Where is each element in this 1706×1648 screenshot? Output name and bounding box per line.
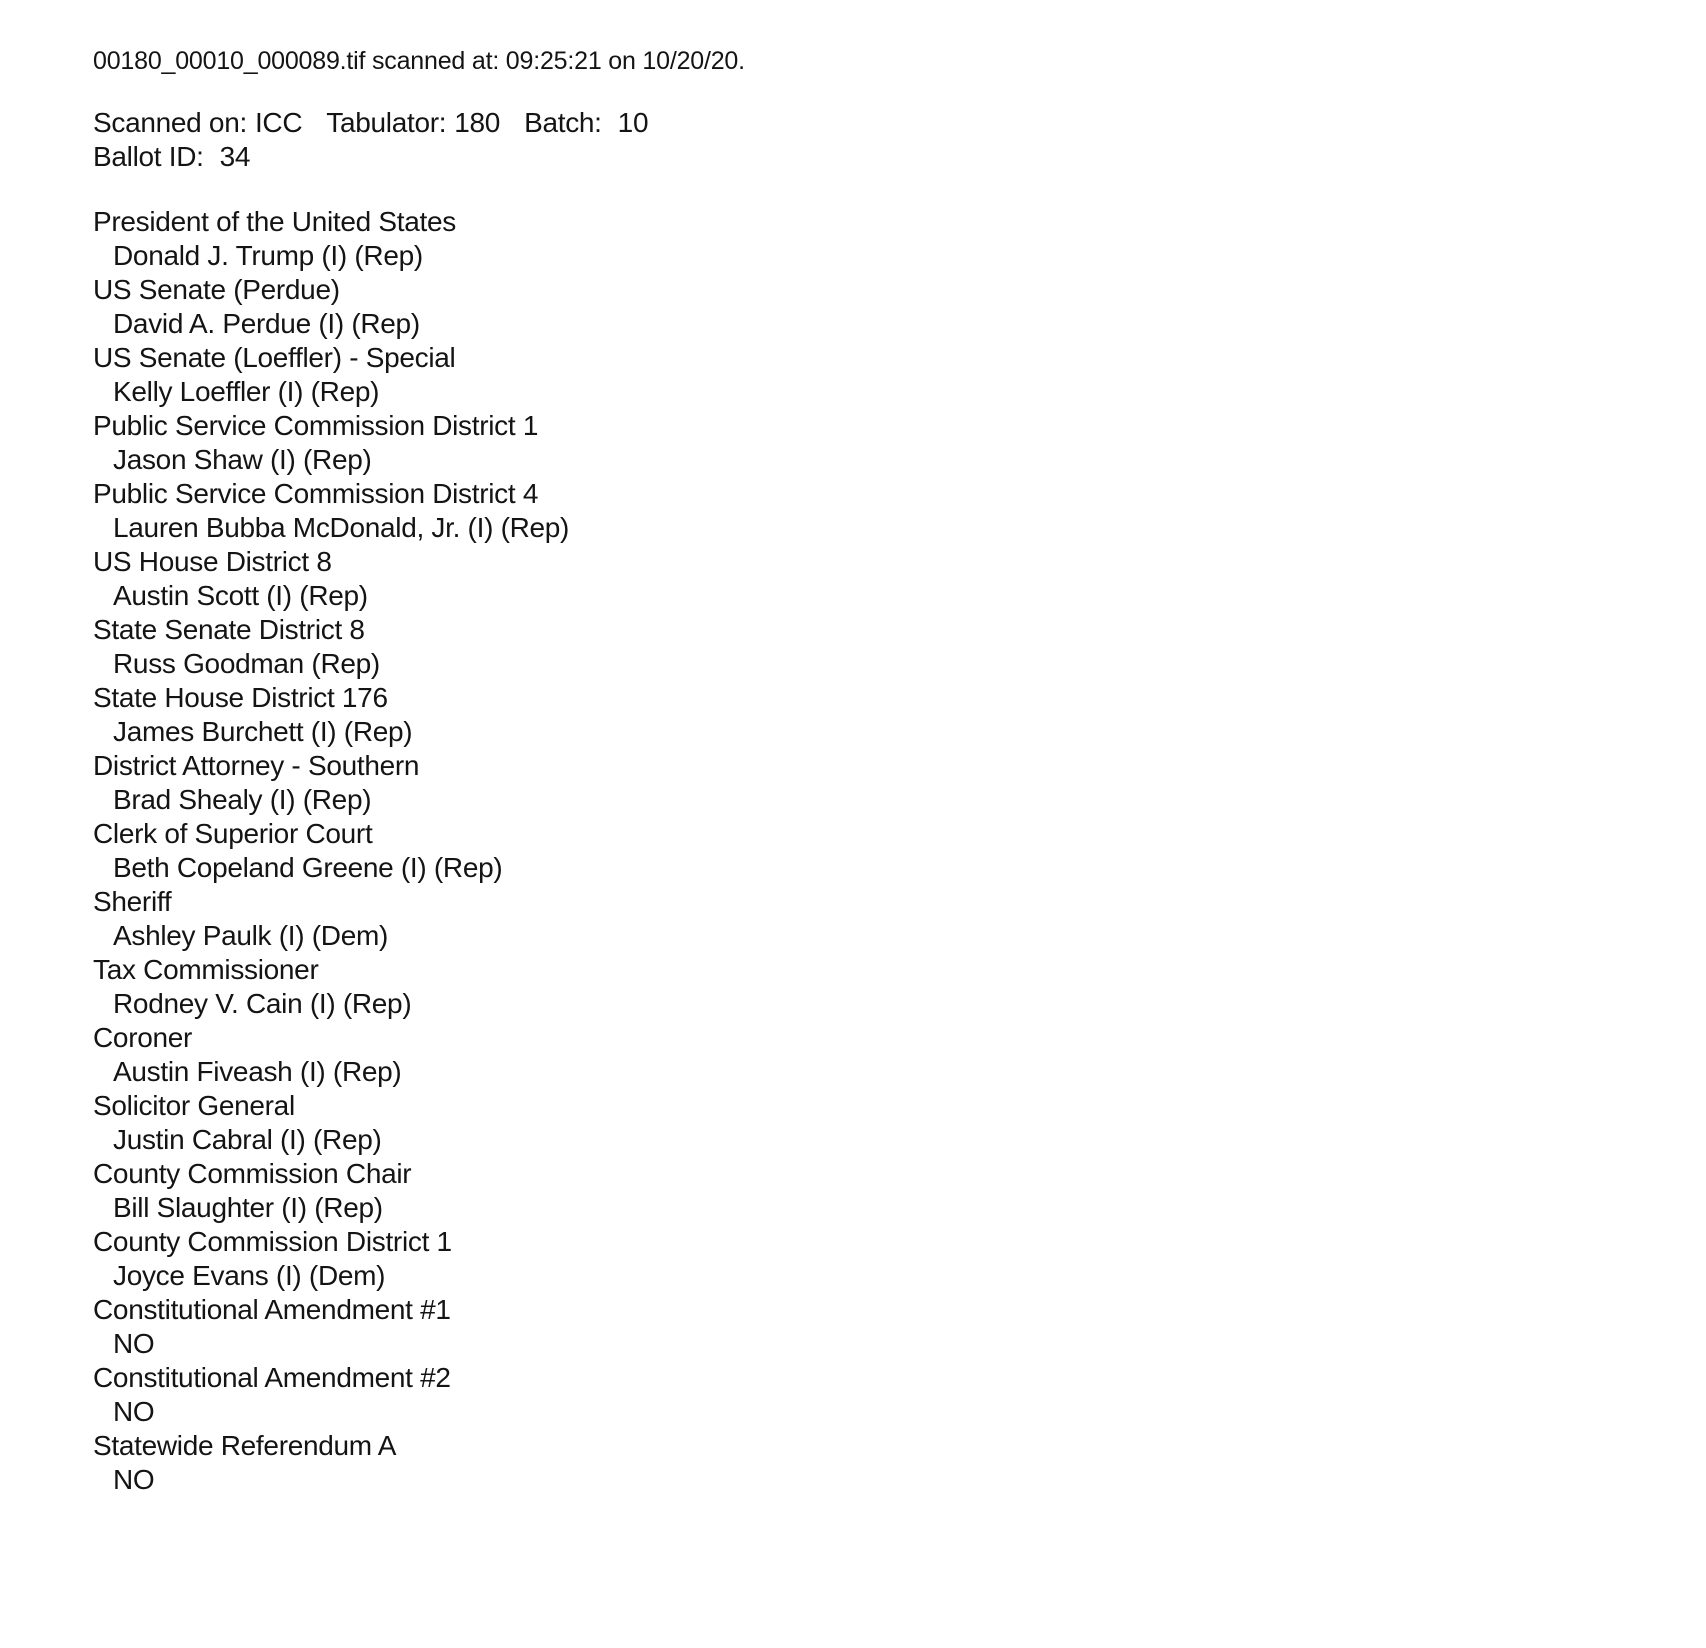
- contest-selection: Bill Slaughter (I) (Rep): [113, 1192, 383, 1223]
- contest-selection: Beth Copeland Greene (I) (Rep): [113, 852, 503, 883]
- scan-info-line: [93, 106, 648, 140]
- contest-title: US House District 8: [93, 546, 332, 577]
- contest-selection: Austin Fiveash (I) (Rep): [113, 1056, 402, 1087]
- contest-selection: James Burchett (I) (Rep): [113, 716, 413, 747]
- contest-title: Public Service Commission District 1: [93, 410, 539, 441]
- contest-selection: Brad Shealy (I) (Rep): [113, 784, 372, 815]
- contest-title: State House District 176: [93, 682, 388, 713]
- contest-title: Tax Commissioner: [93, 954, 319, 985]
- contest-selection: Donald J. Trump (I) (Rep): [113, 240, 423, 271]
- ballot-id-line: [93, 140, 648, 174]
- contest-title: County Commission Chair: [93, 1158, 412, 1189]
- contest-selection: NO: [113, 1464, 155, 1495]
- contest-title: State Senate District 8: [93, 614, 365, 645]
- contest-selection: Joyce Evans (I) (Dem): [113, 1260, 386, 1291]
- contest-title: Constitutional Amendment #2: [93, 1362, 451, 1393]
- contest-selection: Jason Shaw (I) (Rep): [113, 444, 372, 475]
- contest-list: [93, 205, 569, 1497]
- tabulator-label: Tabulator:: [326, 107, 447, 138]
- batch-label: Batch:: [524, 107, 602, 138]
- contest-title: County Commission District 1: [93, 1226, 452, 1257]
- contest-selection: Russ Goodman (Rep): [113, 648, 380, 679]
- batch-value: 10: [617, 107, 649, 138]
- contest-selection: Ashley Paulk (I) (Dem): [113, 920, 389, 951]
- contest-selection: David A. Perdue (I) (Rep): [113, 308, 420, 339]
- scan-filename-line: 00180_00010_000089.tif scanned at: 09:25:21 on 10/20/20.: [93, 47, 745, 75]
- contest-selection: Austin Scott (I) (Rep): [113, 580, 368, 611]
- ballot-id-label: Ballot ID:: [93, 141, 204, 172]
- contest-title: US Senate (Perdue): [93, 274, 340, 305]
- contest-title: Statewide Referendum A: [93, 1430, 397, 1461]
- contest-selection: NO: [113, 1328, 155, 1359]
- contest-title: District Attorney - Southern: [93, 750, 420, 781]
- contest-selection: Lauren Bubba McDonald, Jr. (I) (Rep): [113, 512, 570, 543]
- contest-selection: Justin Cabral (I) (Rep): [113, 1124, 382, 1155]
- contest-selection: Rodney V. Cain (I) (Rep): [113, 988, 412, 1019]
- ballot-id-value: 34: [219, 141, 251, 172]
- contest-title: Constitutional Amendment #1: [93, 1294, 451, 1325]
- contest-selection: Kelly Loeffler (I) (Rep): [113, 376, 380, 407]
- contest-title: Public Service Commission District 4: [93, 478, 539, 509]
- contest-title: President of the United States: [93, 206, 456, 237]
- scanned-on-value: ICC: [254, 107, 303, 138]
- contest-title: US Senate (Loeffler) - Special: [93, 342, 456, 373]
- contest-title: Clerk of Superior Court: [93, 818, 373, 849]
- contest-title: Sheriff: [93, 886, 172, 917]
- contest-title: Solicitor General: [93, 1090, 295, 1121]
- scanned-on-label: Scanned on:: [93, 107, 247, 138]
- scan-info-block: [93, 106, 648, 174]
- contest-selection: NO: [113, 1396, 155, 1427]
- contest-title: Coroner: [93, 1022, 193, 1053]
- tabulator-value: 180: [454, 107, 501, 138]
